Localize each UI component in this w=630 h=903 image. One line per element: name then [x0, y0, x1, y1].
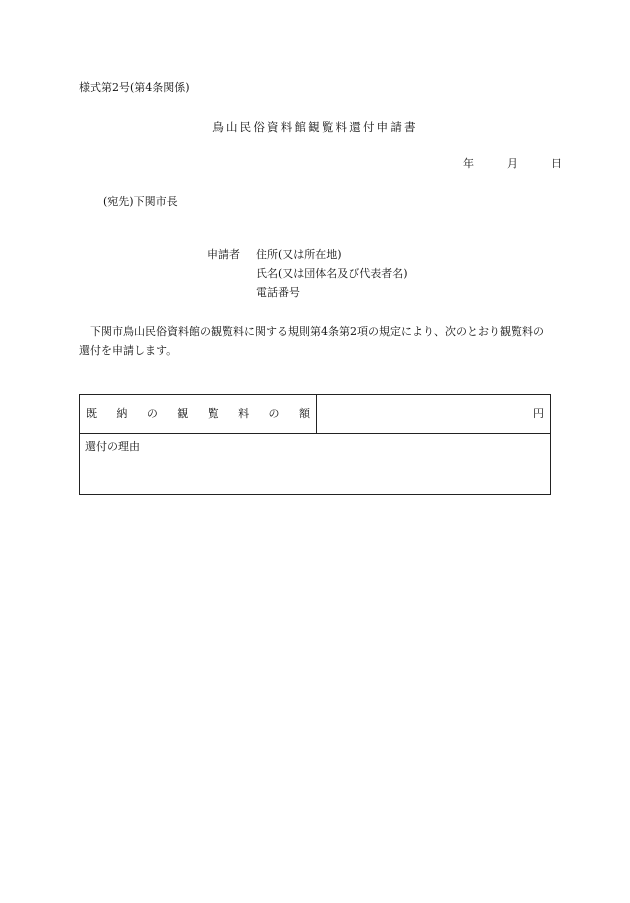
- refund-reason-field[interactable]: [80, 434, 550, 494]
- applicant-fields: [256, 247, 408, 304]
- year-label: 年: [463, 157, 474, 170]
- fee-label-char: 既: [86, 406, 97, 420]
- fee-label-char: 料: [238, 406, 250, 420]
- fee-label-cell: [80, 395, 317, 433]
- body-text: 下関市鳥山民俗資料館の観覧料に関する規則第4条第2項の規定により、次のとおり観覧料の還付を申請します。: [79, 325, 544, 357]
- applicant-address-label: 住所(又は所在地): [256, 248, 342, 261]
- form-number: 様式第2号(第4条関係): [79, 81, 190, 94]
- applicant-name-label: 氏名(又は団体名及び代表者名): [256, 267, 408, 280]
- fee-label-char: 納: [116, 406, 128, 420]
- month-label: 月: [507, 157, 518, 170]
- fee-label: [86, 406, 310, 423]
- applicant-label: 申請者: [207, 248, 240, 261]
- day-label: 日: [551, 157, 562, 170]
- fee-label-char: 額: [298, 406, 310, 420]
- applicant-phone-label: 電話番号: [256, 286, 300, 299]
- fee-unit: 円: [533, 406, 544, 420]
- document-title: 鳥山民俗資料館観覧料還付申請書: [212, 120, 418, 134]
- addressee: (宛先)下関市長: [103, 195, 178, 208]
- refund-reason-label: 還付の理由: [85, 440, 140, 453]
- fee-label-char: の: [146, 406, 158, 420]
- date-row: [463, 156, 562, 173]
- fee-amount-field[interactable]: [317, 395, 550, 433]
- fee-table: [79, 394, 551, 495]
- fee-label-char: 覧: [207, 406, 219, 420]
- fee-label-char: 観: [177, 406, 189, 420]
- fee-row: [80, 395, 550, 434]
- fee-label-char: の: [268, 406, 280, 420]
